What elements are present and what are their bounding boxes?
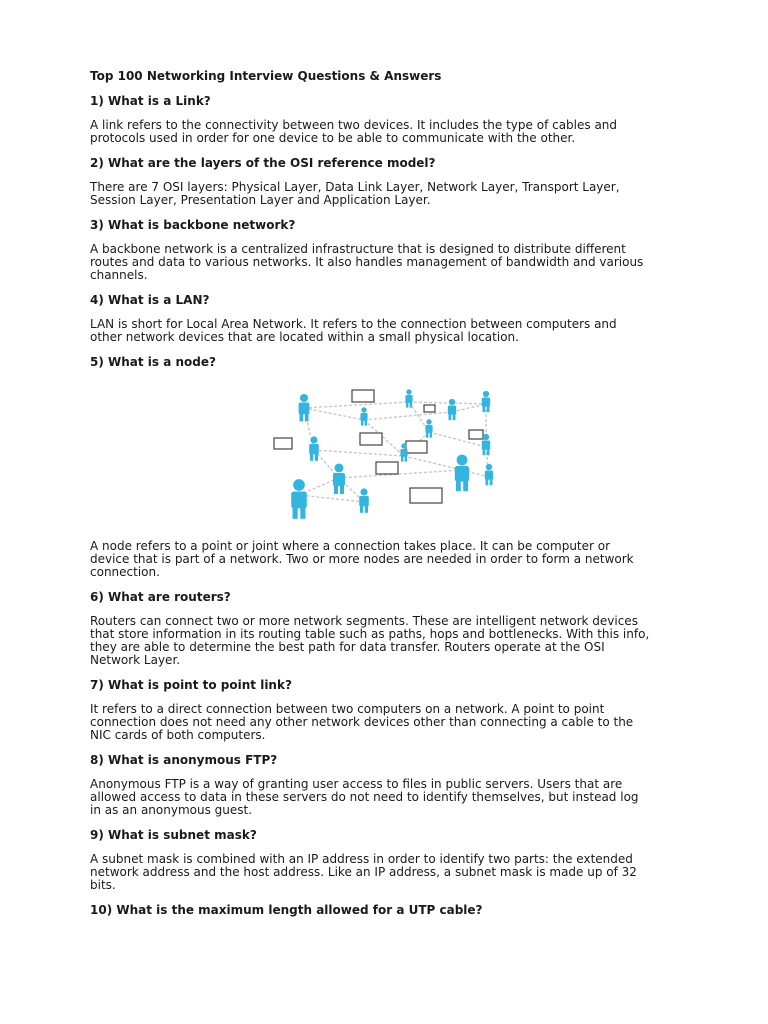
answer-8 (90, 778, 690, 817)
answer-line: in as an anonymous guest. (90, 803, 253, 817)
question-2: 2) What are the layers of the OSI reference model? (90, 156, 436, 170)
connection-line (304, 408, 364, 420)
question-8: 8) What is anonymous FTP? (90, 753, 278, 767)
connection-line (304, 402, 409, 408)
monitor-icon (410, 488, 442, 503)
person-icon (299, 394, 310, 421)
person-icon (405, 389, 412, 407)
answer-6 (90, 615, 690, 667)
question-3: 3) What is backbone network? (90, 218, 296, 232)
connection-line (299, 495, 364, 502)
answer-7 (90, 703, 690, 742)
answer-line: connection. (90, 565, 160, 579)
answer-line: network address and the host address. Like an IP address, a subnet mask is made up of 32 (90, 865, 637, 879)
connection-line (409, 402, 486, 404)
person-icon (455, 455, 469, 492)
answer-line: device that is part of a network. Two or more nodes are needed in order to form a network (90, 552, 634, 566)
monitor-icon (406, 441, 427, 453)
answer-line: Session Layer, Presentation Layer and Application Layer. (90, 193, 431, 207)
question-4: 4) What is a LAN? (90, 293, 210, 307)
answer-9 (90, 853, 690, 892)
question-5: 5) What is a node? (90, 355, 216, 369)
person-icon (482, 391, 490, 412)
person-icon (309, 436, 319, 460)
person-icon (333, 464, 345, 495)
answer-line: they are able to determine the best path for data transfer. Routers operate at the OSI (90, 640, 605, 654)
person-icon (482, 434, 490, 455)
monitor-icon (274, 438, 292, 449)
question-9: 9) What is subnet mask? (90, 828, 257, 842)
person-icon (425, 419, 432, 437)
connection-line (364, 412, 452, 420)
answer-line: A backbone network is a centralized infrastructure that is designed to distribute different (90, 242, 626, 256)
connection-line (339, 470, 462, 478)
answer-line: It refers to a direct connection between two computers on a network. A point to point (90, 702, 605, 716)
answer-1 (90, 119, 690, 145)
answer-line: protocols used in order for one device to be able to communicate with the other. (90, 131, 576, 145)
connection-line (404, 456, 462, 470)
answer-line: A link refers to the connectivity between two devices. It includes the type of cables and (90, 118, 618, 132)
connection-line (314, 450, 404, 456)
answer-5 (90, 540, 690, 579)
monitor-icon (376, 462, 398, 474)
answer-3 (90, 243, 690, 282)
question-1: 1) What is a Link? (90, 94, 211, 108)
answer-line: NIC cards of both computers. (90, 728, 266, 742)
monitor-icon (424, 405, 435, 412)
answer-line: There are 7 OSI layers: Physical Layer, Data Link Layer, Network Layer, Transport Layer, (90, 180, 620, 194)
answer-2 (90, 181, 690, 207)
person-icon (359, 488, 369, 512)
network-diagram-image (264, 380, 494, 530)
answer-line: bits. (90, 878, 116, 892)
person-icon (485, 464, 493, 485)
person-icon (360, 407, 367, 425)
answer-line: that store information in its routing table such as paths, hops and bottlenecks. With this info, (90, 627, 650, 641)
answer-line: routes and data to various networks. It also handles management of bandwidth and various (90, 255, 644, 269)
answer-line: LAN is short for Local Area Network. It refers to the connection between computers and (90, 317, 617, 331)
person-icon (400, 443, 407, 461)
connection-line (452, 404, 486, 412)
answer-line: allowed access to data in these servers do not need to identify themselves, but instead log (90, 790, 639, 804)
question-10: 10) What is the maximum length allowed for a UTP cable? (90, 903, 483, 917)
document-title: Top 100 Networking Interview Questions & Answers (90, 69, 442, 83)
answer-4 (90, 318, 690, 344)
monitor-icon (352, 390, 374, 402)
person-icon (448, 399, 456, 420)
answer-line: Network Layer. (90, 653, 181, 667)
question-6: 6) What are routers? (90, 590, 231, 604)
answer-line: A subnet mask is combined with an IP address in order to identify two parts: the extended (90, 852, 633, 866)
monitor-icon (469, 430, 483, 439)
answer-line: channels. (90, 268, 148, 282)
answer-line: Anonymous FTP is a way of granting user access to files in public servers. Users that are (90, 777, 623, 791)
answer-line: Routers can connect two or more network segments. These are intelligent network devices (90, 614, 638, 628)
person-icon (291, 479, 307, 519)
question-7: 7) What is point to point link? (90, 678, 292, 692)
answer-line: other network devices that are located within a small physical location. (90, 330, 519, 344)
answer-line: connection does not need any other network devices other than connecting a cable to the (90, 715, 634, 729)
document-body (90, 62, 690, 928)
monitor-icon (360, 433, 382, 445)
answer-line: A node refers to a point or joint where a connection takes place. It can be computer or (90, 539, 611, 553)
network-diagram-svg (264, 380, 494, 530)
